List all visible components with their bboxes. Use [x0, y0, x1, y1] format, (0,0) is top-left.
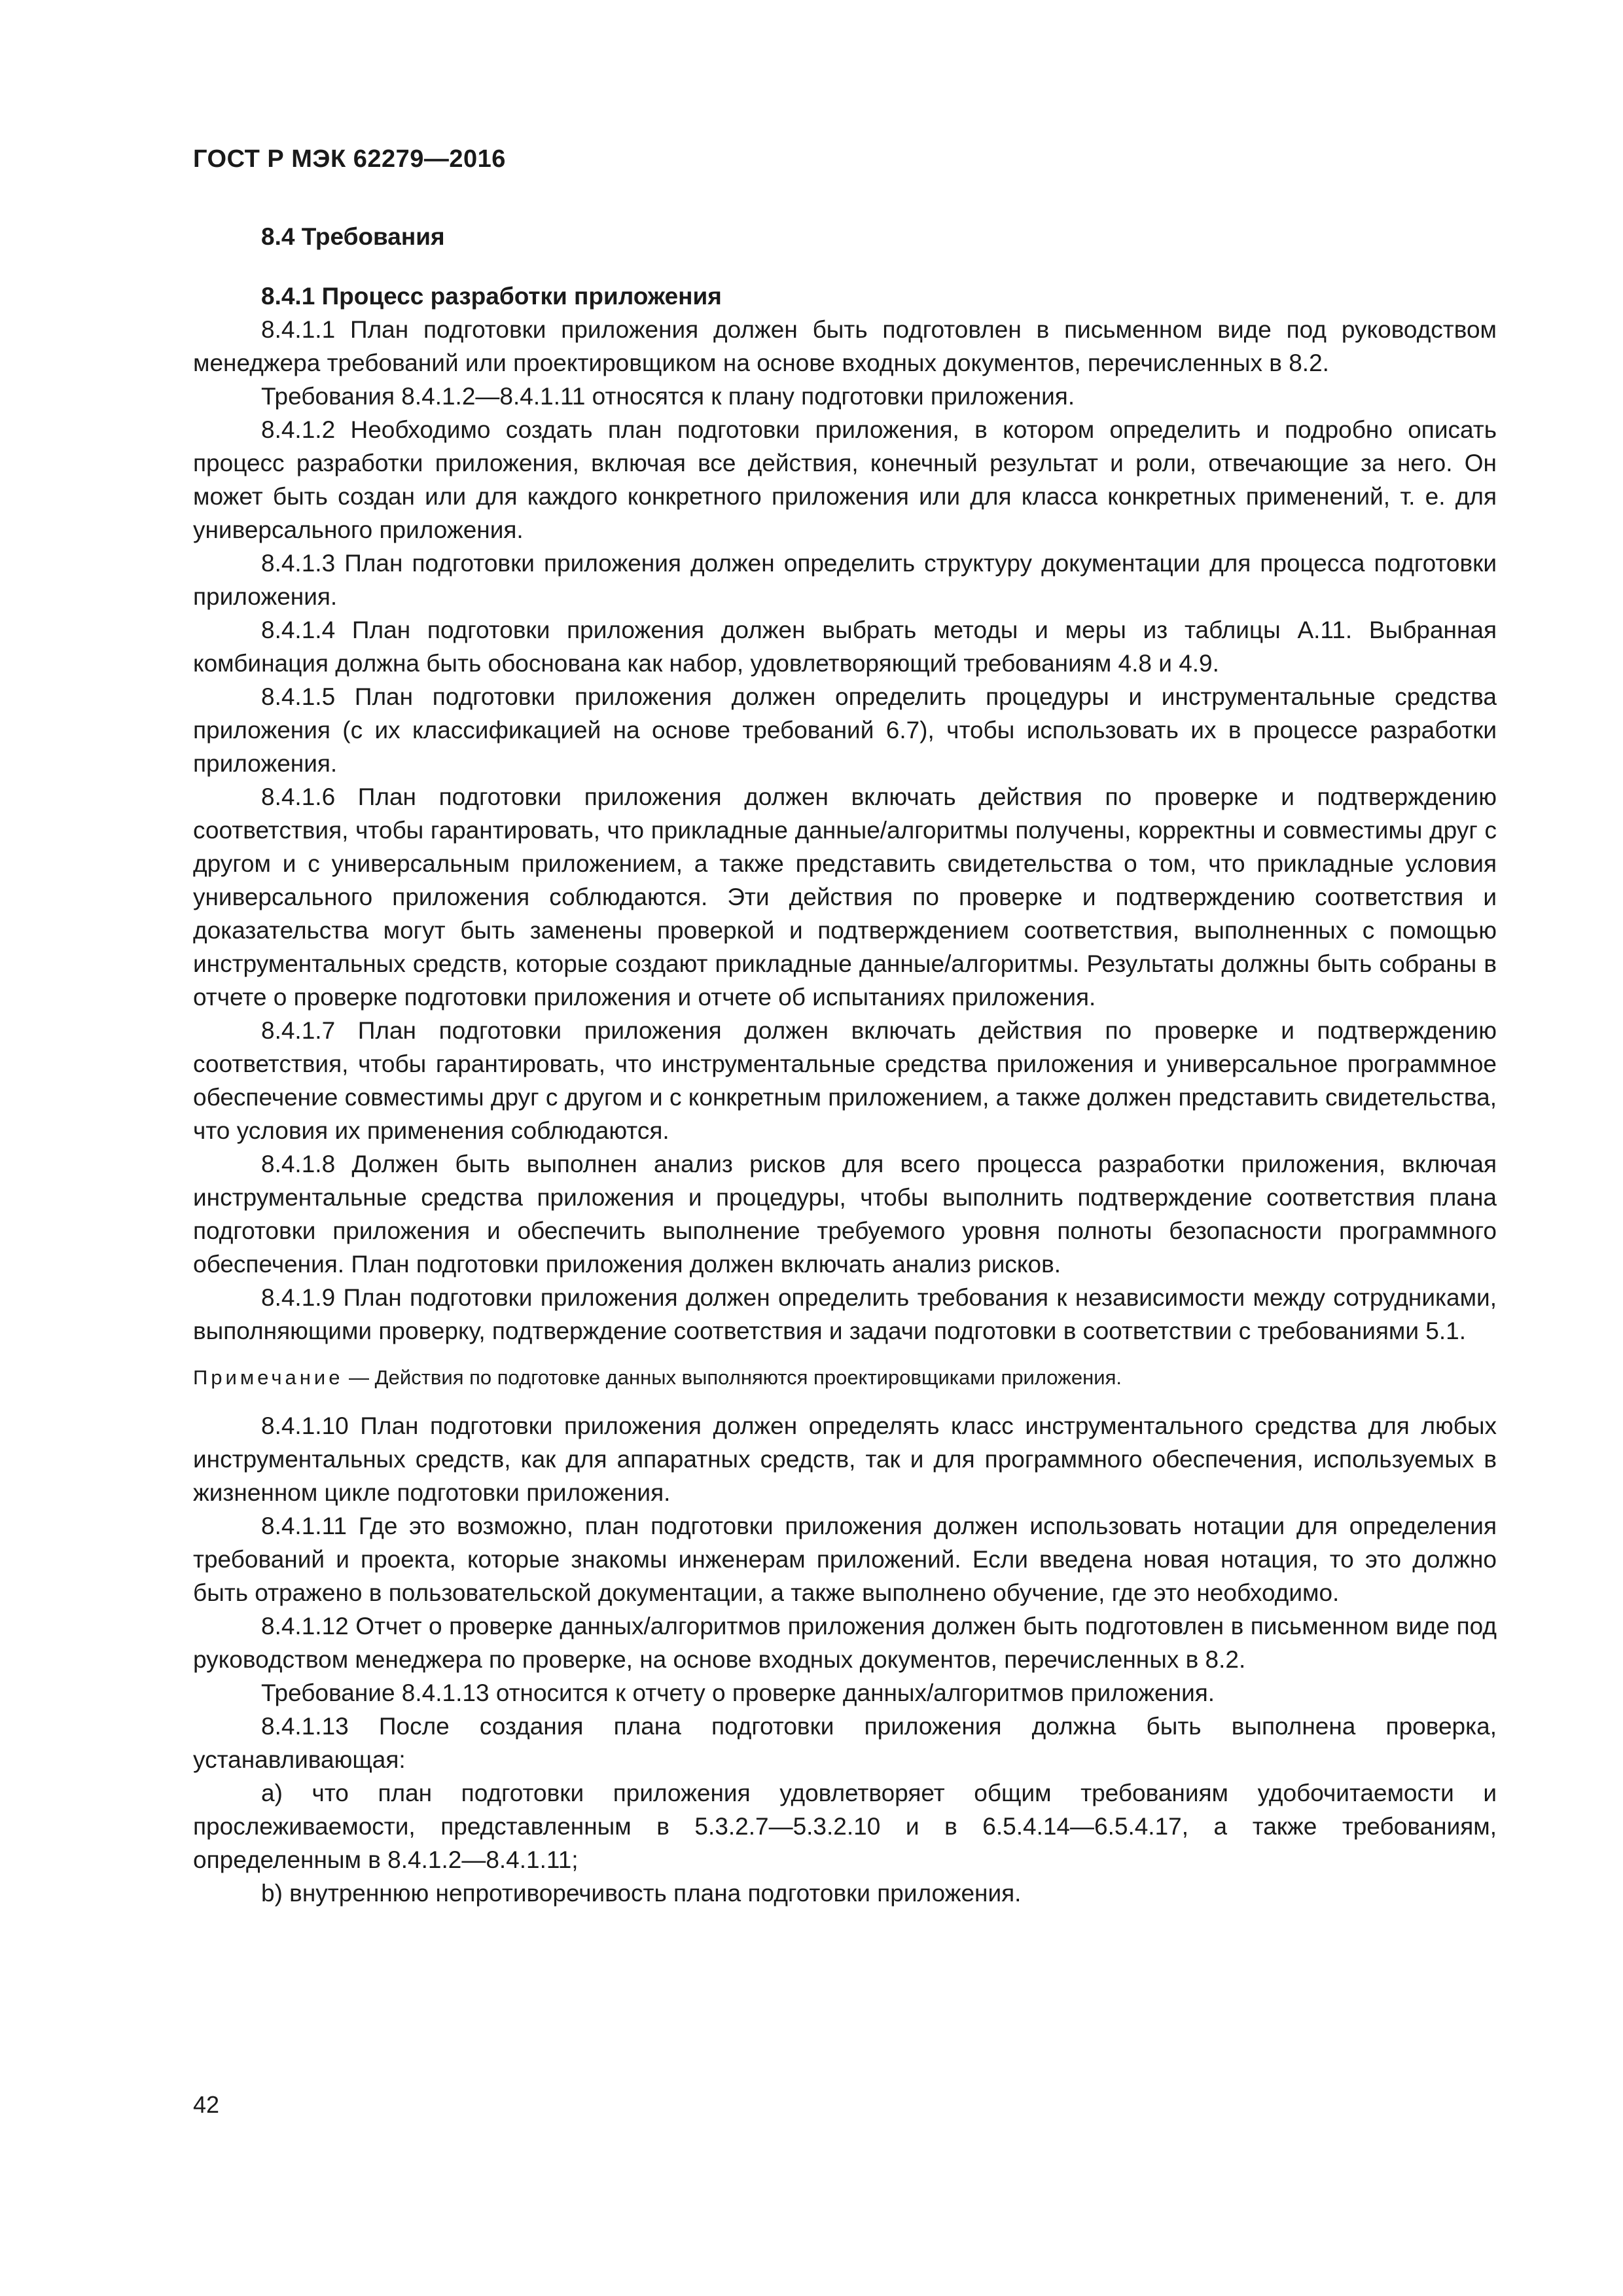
paragraph-8-4-1-5: 8.4.1.5 План подготовки приложения должен определить процедуры и инструментальные средства приложения (с их классификацией на основе требований 6.7), чтобы использовать их в процессе разработки приложения.	[193, 683, 1497, 777]
section-heading-8-4-1: 8.4.1 Процесс разработки приложения	[261, 283, 722, 310]
list-item-a: a) что план подготовки приложения удовлетворяет общим требованиям удобочитаемости и прослеживаемости, представленным в 5.3.2.7—5.3.2.10 и в 6.5.4.14—6.5.4.17, а также требованиям, определенным в 8.4.1.2—8.4.1.11;	[193, 1780, 1497, 1873]
paragraph-8-4-1-10: 8.4.1.10 План подготовки приложения должен определять класс инструментального средства для любых инструментальных средств, как для аппаратных средств, так и для программного обеспечения, используемых в жизненном цикле подготовки приложения.	[193, 1412, 1497, 1506]
paragraph-8-4-1-1: 8.4.1.1 План подготовки приложения должен быть подготовлен в письменном виде под руководством менеджера требований или проектировщиком на основе входных документов, перечисленных в 8.2.	[193, 316, 1497, 376]
section-heading-8-4: 8.4 Требования	[261, 223, 445, 250]
paragraph-requirement-8-4-1-13-scope: Требование 8.4.1.13 относится к отчету о проверке данных/алгоритмов приложения.	[261, 1679, 1215, 1706]
paragraph-8-4-1-13: 8.4.1.13 После создания плана подготовки приложения должна быть выполнена проверка, устанавливающая:	[193, 1713, 1497, 1773]
page-number: 42	[193, 2091, 220, 2118]
paragraph-8-4-1-6: 8.4.1.6 План подготовки приложения должен включать действия по проверке и подтверждению соответствия, чтобы гарантировать, что прикладные данные/алгоритмы получены, корректны и совместимы друг с другом и с универсальным приложением, а также представить свидетельства о том, что прикладные условия универсального приложения соблюдаются. Эти действия по проверке и подтверждению соответствия и доказательства могут быть заменены проверкой и подтверждением соответствия, выполненных с помощью инструментальных средств, которые создают прикладные данные/алгоритмы. Результаты должны быть собраны в отчете о проверке подготовки приложения и отчете об испытаниях приложения.	[193, 783, 1497, 1011]
paragraph-8-4-1-9: 8.4.1.9 План подготовки приложения должен определить требования к независимости между сотрудниками, выполняющими проверку, подтверждение соответствия и задачи подготовки в соответствии с требованиями 5.1.	[193, 1284, 1497, 1344]
paragraph-requirements-scope: Требования 8.4.1.2—8.4.1.11 относятся к плану подготовки приложения.	[261, 383, 1075, 410]
paragraph-8-4-1-8: 8.4.1.8 Должен быть выполнен анализ рисков для всего процесса разработки приложения, включая инструментальные средства приложения и процедуры, чтобы выполнить подтверждение соответствия плана подготовки приложения и обеспечить выполнение требуемого уровня полноты безопасности программного обеспечения. План подготовки приложения должен включать анализ рисков.	[193, 1151, 1497, 1278]
document-header: ГОСТ Р МЭК 62279—2016	[193, 145, 506, 173]
paragraph-8-4-1-7: 8.4.1.7 План подготовки приложения должен включать действия по проверке и подтверждению соответствия, чтобы гарантировать, что инструментальные средства приложения и универсальное программное обеспечение совместимы друг с другом и с конкретным приложением, а также должен представить свидетельства, что условия их применения соблюдаются.	[193, 1017, 1497, 1144]
paragraph-8-4-1-2: 8.4.1.2 Необходимо создать план подготовки приложения, в котором определить и подробно описать процесс разработки приложения, включая все действия, конечный результат и роли, отвечающие за него. Он может быть создан или для каждого конкретного приложения или для класса конкретных применений, т. е. для универсального приложения.	[193, 416, 1497, 543]
paragraph-8-4-1-4: 8.4.1.4 План подготовки приложения должен выбрать методы и меры из таблицы А.11. Выбранная комбинация должна быть обоснована как набор, удовлетворяющий требованиям 4.8 и 4.9.	[193, 617, 1497, 677]
paragraph-8-4-1-12: 8.4.1.12 Отчет о проверке данных/алгоритмов приложения должен быть подготовлен в письменном виде под руководством менеджера по проверке, на основе входных документов, перечисленных в 8.2.	[193, 1613, 1497, 1673]
note-label: Примечание	[193, 1366, 344, 1389]
note-text: — Действия по подготовке данных выполняются проектировщиками приложения.	[343, 1366, 1122, 1389]
note	[193, 1363, 1497, 1392]
document-body	[193, 220, 1497, 1910]
list-item-b: b) внутреннюю непротиворечивость плана подготовки приложения.	[261, 1880, 1022, 1907]
paragraph-8-4-1-11: 8.4.1.11 Где это возможно, план подготовки приложения должен использовать нотации для определения требований и проекта, которые знакомы инженерам приложений. Если введена новая нотация, то это должно быть отражено в пользовательской документации, а также выполнено обучение, где это необходимо.	[193, 1513, 1497, 1606]
paragraph-8-4-1-3: 8.4.1.3 План подготовки приложения должен определить структуру документации для процесса подготовки приложения.	[193, 550, 1497, 610]
